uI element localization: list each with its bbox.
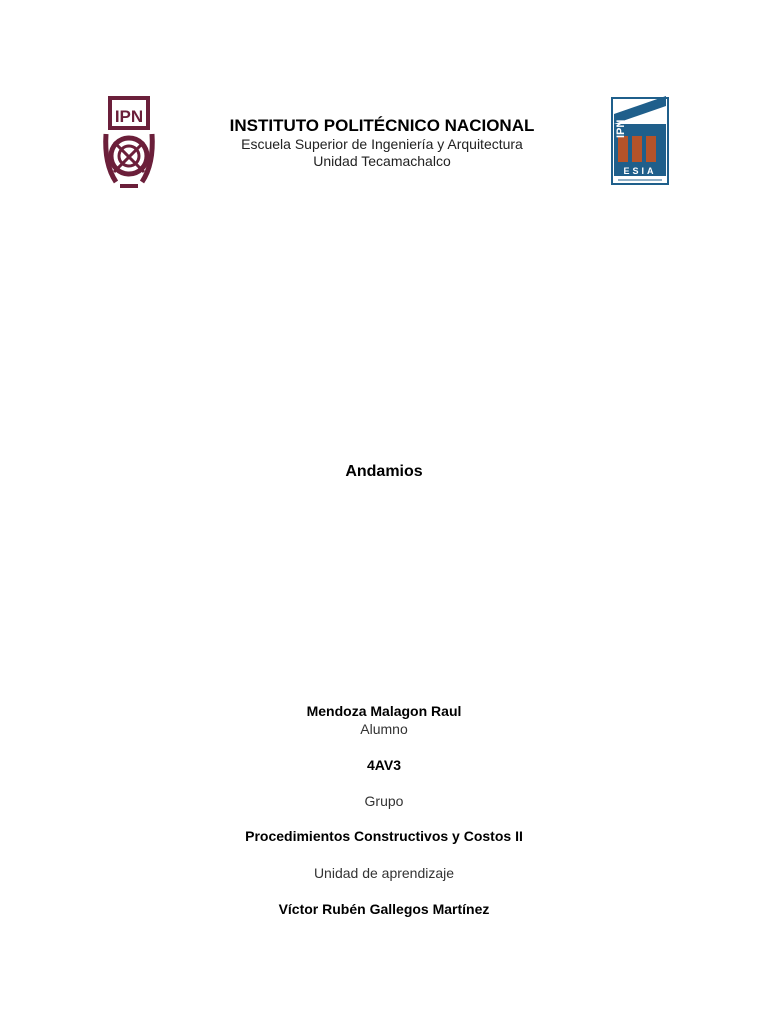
- ipn-seal-logo: [100, 94, 158, 192]
- student-role-label: Alumno: [360, 721, 408, 737]
- institution-header: [180, 116, 584, 170]
- institution-name: INSTITUTO POLITÉCNICO NACIONAL: [229, 116, 535, 135]
- svg-text:IPN: IPN: [114, 107, 144, 126]
- course-name: Procedimientos Constructivos y Costos II: [245, 828, 523, 844]
- school-name: Escuela Superior de Ingeniería y Arquitectura: [241, 136, 523, 152]
- unit-name: Unidad Tecamachalco: [313, 153, 451, 169]
- course-label: Unidad de aprendizaje: [313, 865, 455, 881]
- svg-text:IPN: IPN: [615, 119, 627, 138]
- document-title: Andamios: [345, 463, 423, 480]
- svg-text:ESIA: ESIA: [623, 166, 657, 176]
- teacher-name: Víctor Rubén Gallegos Martínez: [278, 901, 490, 917]
- student-name: Mendoza Malagon Raul: [306, 703, 462, 719]
- esia-logo: [610, 92, 670, 188]
- group-value: 4AV3: [367, 757, 401, 773]
- group-label: Grupo: [364, 793, 404, 809]
